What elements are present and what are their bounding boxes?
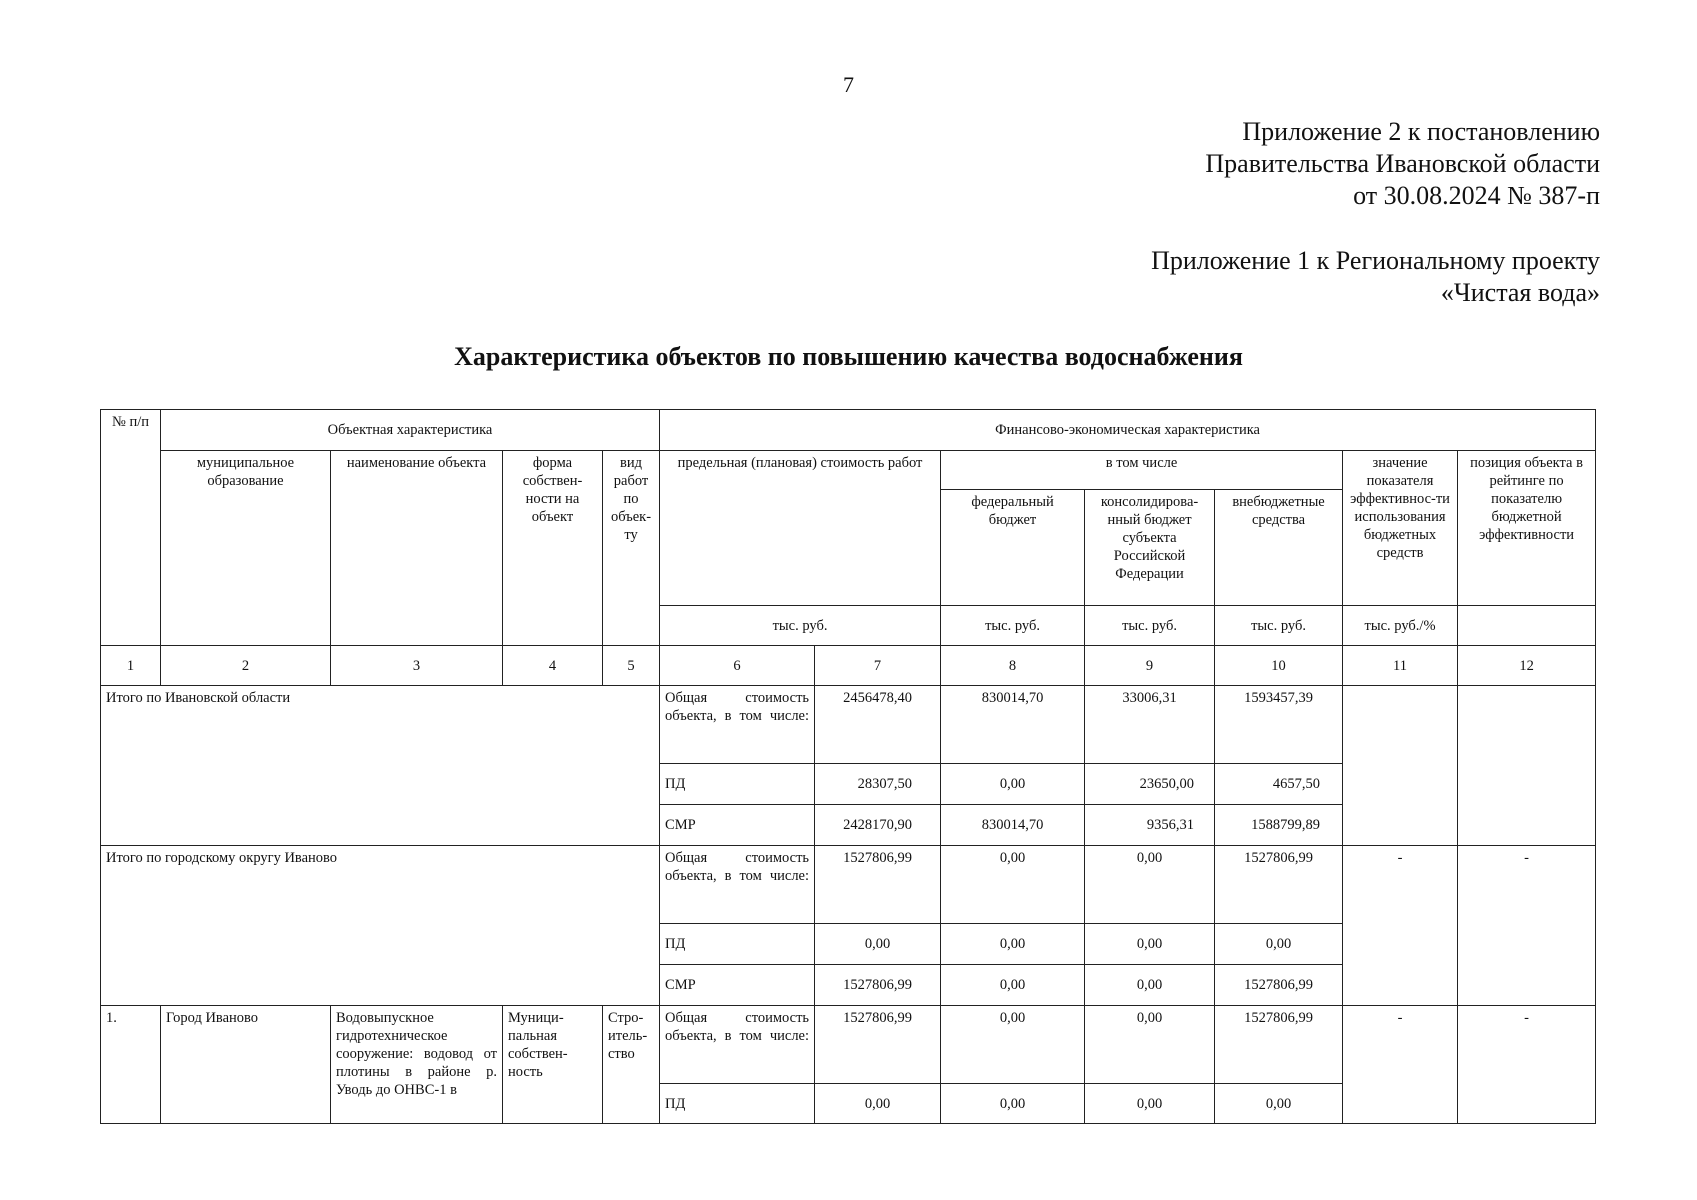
header-federal-budget: федеральный бюджет <box>941 490 1085 606</box>
column-number: 6 <box>660 646 815 686</box>
pd-label: ПД <box>660 924 815 965</box>
total-extrabudget-value: 1527806,99 <box>1215 1006 1343 1084</box>
column-number: 7 <box>815 646 941 686</box>
document-title: Характеристика объектов по повышению качества водоснабжения <box>454 342 1243 371</box>
header-work-type: вид работ по объек-ту <box>603 451 660 646</box>
unit-efficiency: тыс. руб./% <box>1343 606 1458 646</box>
pd-label: ПД <box>660 1084 815 1124</box>
smr-consolidated-value: 0,00 <box>1085 965 1215 1006</box>
column-number: 3 <box>331 646 503 686</box>
total-consolidated-value: 0,00 <box>1085 846 1215 924</box>
appendix-2-line: Правительства Ивановской области <box>1205 149 1600 178</box>
appendix-1-line: «Чистая вода» <box>1440 278 1600 307</box>
total-cost-value: 1527806,99 <box>815 1006 941 1084</box>
total-extrabudget-value: 1593457,39 <box>1215 686 1343 764</box>
efficiency-value <box>1343 686 1458 846</box>
column-number: 9 <box>1085 646 1215 686</box>
smr-cost-value: 2428170,90 <box>815 805 941 846</box>
total-consolidated-value: 0,00 <box>1085 1006 1215 1084</box>
appendix-2-header <box>1205 116 1600 212</box>
pd-extrabudget-value: 0,00 <box>1215 1084 1343 1124</box>
total-cost-label: Общая стоимость объекта, в том числе: <box>660 846 815 924</box>
total-cost-value: 2456478,40 <box>815 686 941 764</box>
header-number: № п/п <box>101 410 161 646</box>
pd-consolidated-value: 0,00 <box>1085 924 1215 965</box>
column-number: 12 <box>1458 646 1596 686</box>
smr-extrabudget-value: 1527806,99 <box>1215 965 1343 1006</box>
pd-federal-value: 0,00 <box>941 924 1085 965</box>
column-number: 11 <box>1343 646 1458 686</box>
header-object-name: наименование объекта <box>331 451 503 646</box>
pd-consolidated-value: 0,00 <box>1085 1084 1215 1124</box>
pd-extrabudget-value: 0,00 <box>1215 924 1343 965</box>
pd-extrabudget-value: 4657,50 <box>1215 764 1343 805</box>
unit-empty <box>1458 606 1596 646</box>
smr-cost-value: 1527806,99 <box>815 965 941 1006</box>
header-position: позиция объекта в рейтинге по показателю бюджетной эффективности <box>1458 451 1596 606</box>
total-consolidated-value: 33006,31 <box>1085 686 1215 764</box>
pd-consolidated-value: 23650,00 <box>1085 764 1215 805</box>
pd-label: ПД <box>660 764 815 805</box>
total-federal-value: 0,00 <box>941 846 1085 924</box>
header-financial-characteristic: Финансово-экономическая характеристика <box>660 410 1596 451</box>
header-consolidated-budget: консолидирова-нный бюджет субъекта Российской Федерации <box>1085 490 1215 606</box>
page-number: 7 <box>843 72 854 97</box>
efficiency-value: - <box>1343 1006 1458 1124</box>
header-extrabudgetary: внебюджетные средства <box>1215 490 1343 606</box>
column-number: 2 <box>161 646 331 686</box>
unit-cost: тыс. руб. <box>660 606 941 646</box>
header-ownership: форма собствен-ности на объект <box>503 451 603 646</box>
position-value <box>1458 686 1596 846</box>
smr-label: СМР <box>660 965 815 1006</box>
total-extrabudget-value: 1527806,99 <box>1215 846 1343 924</box>
position-value: - <box>1458 1006 1596 1124</box>
row-work-type: Стро-итель-ство <box>603 1006 660 1124</box>
total-federal-value: 830014,70 <box>941 686 1085 764</box>
smr-label: СМР <box>660 805 815 846</box>
column-number: 1 <box>101 646 161 686</box>
pd-federal-value: 0,00 <box>941 764 1085 805</box>
pd-cost-value: 0,00 <box>815 924 941 965</box>
row-number: 1. <box>101 1006 161 1124</box>
header-cost: предельная (плановая) стоимость работ <box>660 451 941 606</box>
total-cost-label: Общая стоимость объекта, в том числе: <box>660 686 815 764</box>
position-value: - <box>1458 846 1596 1006</box>
efficiency-value: - <box>1343 846 1458 1006</box>
column-number: 4 <box>503 646 603 686</box>
column-number: 10 <box>1215 646 1343 686</box>
total-cost-value: 1527806,99 <box>815 846 941 924</box>
row-ownership: Муници-пальная собствен-ность <box>503 1006 603 1124</box>
unit-federal: тыс. руб. <box>941 606 1085 646</box>
row-object-name: Водовыпускное гидротехническое сооружение: водовод от плотины в районе р. Уводь до ОНВС-1 в <box>331 1006 503 1124</box>
total-federal-value: 0,00 <box>941 1006 1085 1084</box>
appendix-1-line: Приложение 1 к Региональному проекту <box>1151 246 1600 275</box>
header-including: в том числе <box>941 451 1343 490</box>
header-municipal: муниципальное образование <box>161 451 331 646</box>
header-efficiency: значение показателя эффективнос-ти использования бюджетных средств <box>1343 451 1458 606</box>
appendix-1-header <box>1151 245 1600 309</box>
smr-extrabudget-value: 1588799,89 <box>1215 805 1343 846</box>
total-cost-label: Общая стоимость объекта, в том числе: <box>660 1006 815 1084</box>
unit-consolidated: тыс. руб. <box>1085 606 1215 646</box>
column-number: 8 <box>941 646 1085 686</box>
objects-table <box>100 409 1596 1124</box>
smr-federal-value: 830014,70 <box>941 805 1085 846</box>
appendix-2-line: от 30.08.2024 № 387-п <box>1353 181 1600 210</box>
smr-federal-value: 0,00 <box>941 965 1085 1006</box>
pd-cost-value: 0,00 <box>815 1084 941 1124</box>
unit-extrabudget: тыс. руб. <box>1215 606 1343 646</box>
pd-cost-value: 28307,50 <box>815 764 941 805</box>
row-municipal: Город Иваново <box>161 1006 331 1124</box>
group-label-city-district: Итого по городскому округу Иваново <box>101 846 660 1006</box>
header-object-characteristic: Объектная характеристика <box>161 410 660 451</box>
appendix-2-line: Приложение 2 к постановлению <box>1242 117 1600 146</box>
smr-consolidated-value: 9356,31 <box>1085 805 1215 846</box>
column-number: 5 <box>603 646 660 686</box>
group-label-region: Итого по Ивановской области <box>101 686 660 846</box>
pd-federal-value: 0,00 <box>941 1084 1085 1124</box>
